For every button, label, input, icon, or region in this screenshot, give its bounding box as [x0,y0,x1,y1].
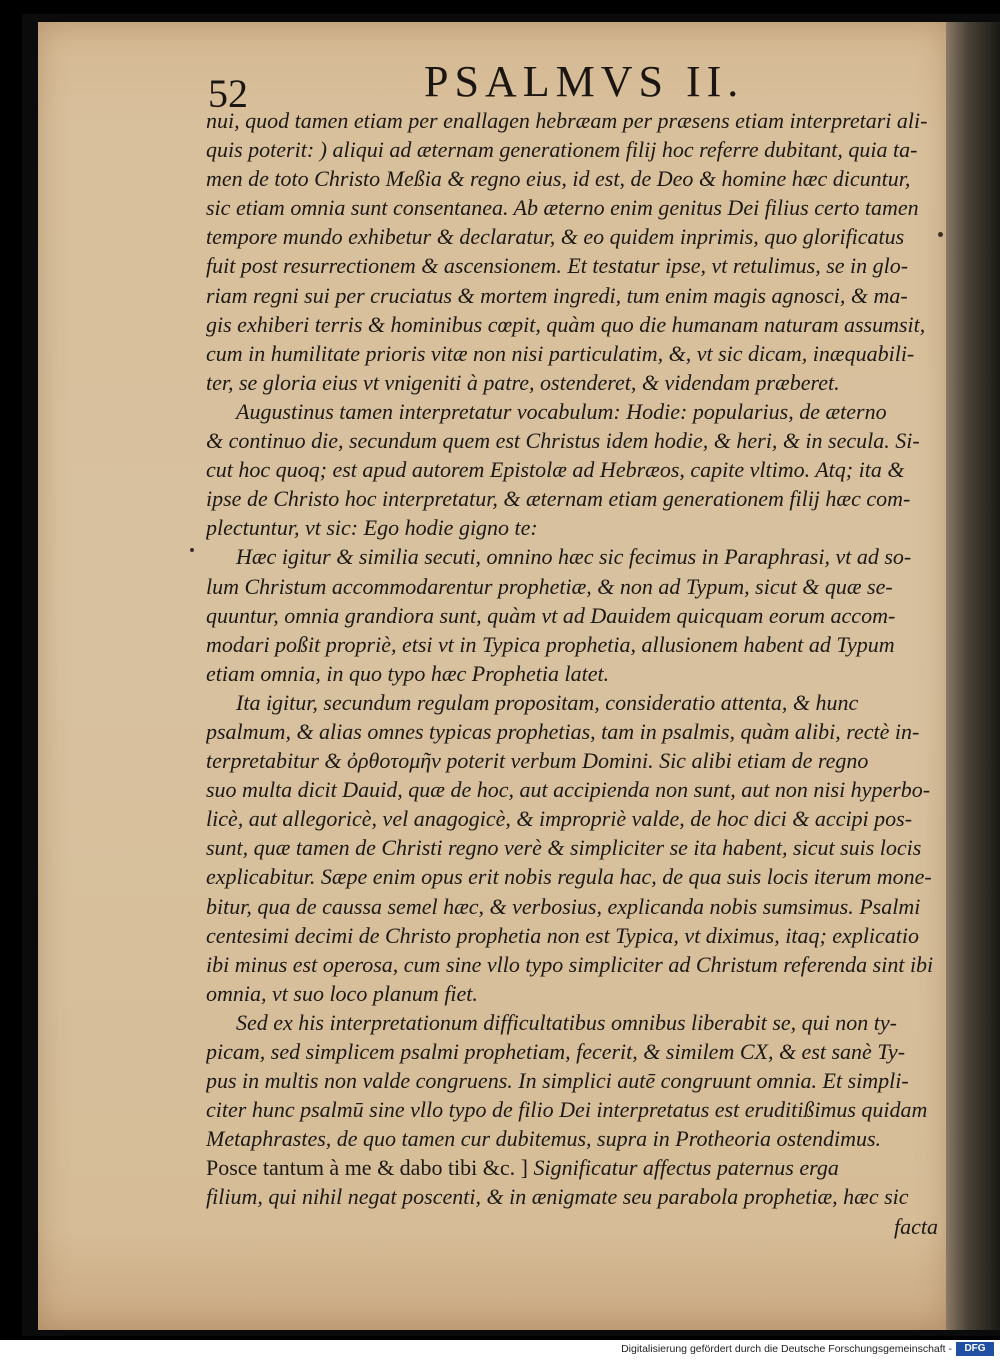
catchword: facta [894,1213,938,1239]
text-line: lum Christum accommodarentur prophetiæ, & non ad Typum, sicut & quæ se- [206,573,893,599]
text-line: & continuo die, secundum quem est Christus idem hodie, & heri, & in secula. Si- [206,428,920,454]
lemma-quote: Posce tantum à me & dabo tibi &c. ] [206,1155,528,1181]
text-line: picam, sed simplicem psalmi prophetiam, fecerit, & similem CX, & est sanè Ty- [206,1039,906,1064]
text-line: Hæc igitur & similia secuti, omnino hæc sic fecimus in Paraphrasi, vt ad so- [236,544,912,570]
text-line: omnia, vt suo loco planum fiet. [206,980,478,1006]
text-line: sic etiam omnia sunt consentanea. Ab æterno enim genitus Dei filius certo tamen [206,195,919,221]
text-line: bitur, qua de caussa semel hæc, & verbosius, explicanda nobis sumsimus. Psalmi [206,893,921,919]
text-line: psalmum, & alias omnes typicas prophetias, tam in psalmis, quàm alibi, rectè in- [206,718,920,744]
footer-credit: Digitalisierung gefördert durch die Deutsche Forschungsgemeinschaft - [621,1343,952,1355]
text-line: nui, quod tamen etiam per enallagen hebræam per præsens etiam interpretari ali- [206,108,928,133]
text-line: licè, aut allegoricè, vel anagogicè, & impropriè valde, de hoc dici & accipi pos- [206,806,913,832]
text-line: cum in humilitate prioris vitæ non nisi particulatim, &, vt sic dicam, inæquabili- [206,340,915,366]
text-line: Sed ex his interpretationum difficultatibus omnibus liberabit se, qui non ty- [236,1009,897,1035]
text-line: Metaphrastes, de quo tamen cur dubitemus, supra in Protheoria ostendimus. [206,1126,882,1152]
text-line: quis poterit: ) aliqui ad æternam generationem filij hoc referre dubitant, quia ta- [206,137,918,163]
ink-speck [190,548,194,552]
text-line: suo multa dicit Dauid, quæ de hoc, aut accipienda non sunt, aut non nisi hyperbo- [206,777,931,803]
text-line: ter, se gloria eius vt vnigeniti à patre, ostenderet, & videndam præberet. [206,369,840,395]
text-line: modari poßit propriè, etsi vt in Typica prophetia, allusionem habent ad Typum [206,631,895,657]
text-line: fuit post resurrectionem & ascensionem. Et testatur ipse, vt retulimus, se in glo- [206,253,909,279]
text-line: gis exhiberi terris & hominibus cœpit, quàm quo die humanam naturam assumsit, [206,311,926,337]
text-line: ibi minus est operosa, cum sine vllo typo simpliciter ad Christum referenda sint ibi [206,951,934,977]
body-text [206,106,942,1241]
text-line: Ita igitur, secundum regulam propositam, consideratio attenta, & hunc [236,689,859,715]
text-line: men de toto Christo Meßia & regno eius, id est, de Deo & homine hæc dicuntur, [206,166,911,192]
text-line: sunt, quæ tamen de Christi regno verè & simpliciter se ita habent, sicut suis locis [206,835,922,861]
text-line: riam regni sui per cruciatus & mortem ingredi, tum enim magis agnosci, & ma- [206,282,908,308]
text-line: terpretabitur & ὀρθοτομῆν poterit verbum Domini. Sic alibi etiam de regno [206,748,869,774]
text-line: ipse de Christo hoc interpretatur, & æternam etiam generationem filij hæc com- [206,486,911,512]
page-edge-shadow [946,22,1000,1330]
text-line: etiam omnia, in quo typo hæc Prophetia latet. [206,660,610,686]
text-line: centesimi decimi de Christo prophetia non est Typica, vt diximus, itaq; explicatio [206,922,920,948]
text-line: tempore mundo exhibetur & declaratur, & eo quidem inprimis, quo glorificatus [206,224,905,250]
text-line: quuntur, omnia grandiora sunt, quàm vt ad Dauidem quicquam eorum accom- [206,602,896,628]
text-line: pus in multis non valde congruens. In simplici autē congruunt omnia. Et simpli- [206,1068,909,1094]
text-line: cut hoc quoq; est apud autorem Epistolæ ad Hebræos, capite vltimo. Atq; ita & [206,457,905,483]
text-line: Augustinus tamen interpretatur vocabulum: Hodie: popularius, de æterno [236,398,887,424]
text-line: explicabitur. Sæpe enim opus erit nobis regula hac, de qua suis locis iterum mone- [206,864,932,890]
lemma-line [206,1153,942,1182]
lemma-commentary: Significatur affectus paternus erga [528,1155,839,1181]
text-line: filium, qui nihil negat poscenti, & in ænigmate seu parabola prophetiæ, hæc sic [206,1184,909,1210]
dfg-logo: DFG [956,1342,994,1356]
running-title: PSALMVS II. [424,57,745,106]
page-number: 52 [208,71,248,116]
digitization-footer [0,1340,1000,1360]
text-line: plectuntur, vt sic: Ego hodie gigno te: [206,515,538,541]
text-line: citer hunc psalmū sine vllo typo de filio Dei interpretatus est eruditißimus quidam [206,1097,928,1123]
